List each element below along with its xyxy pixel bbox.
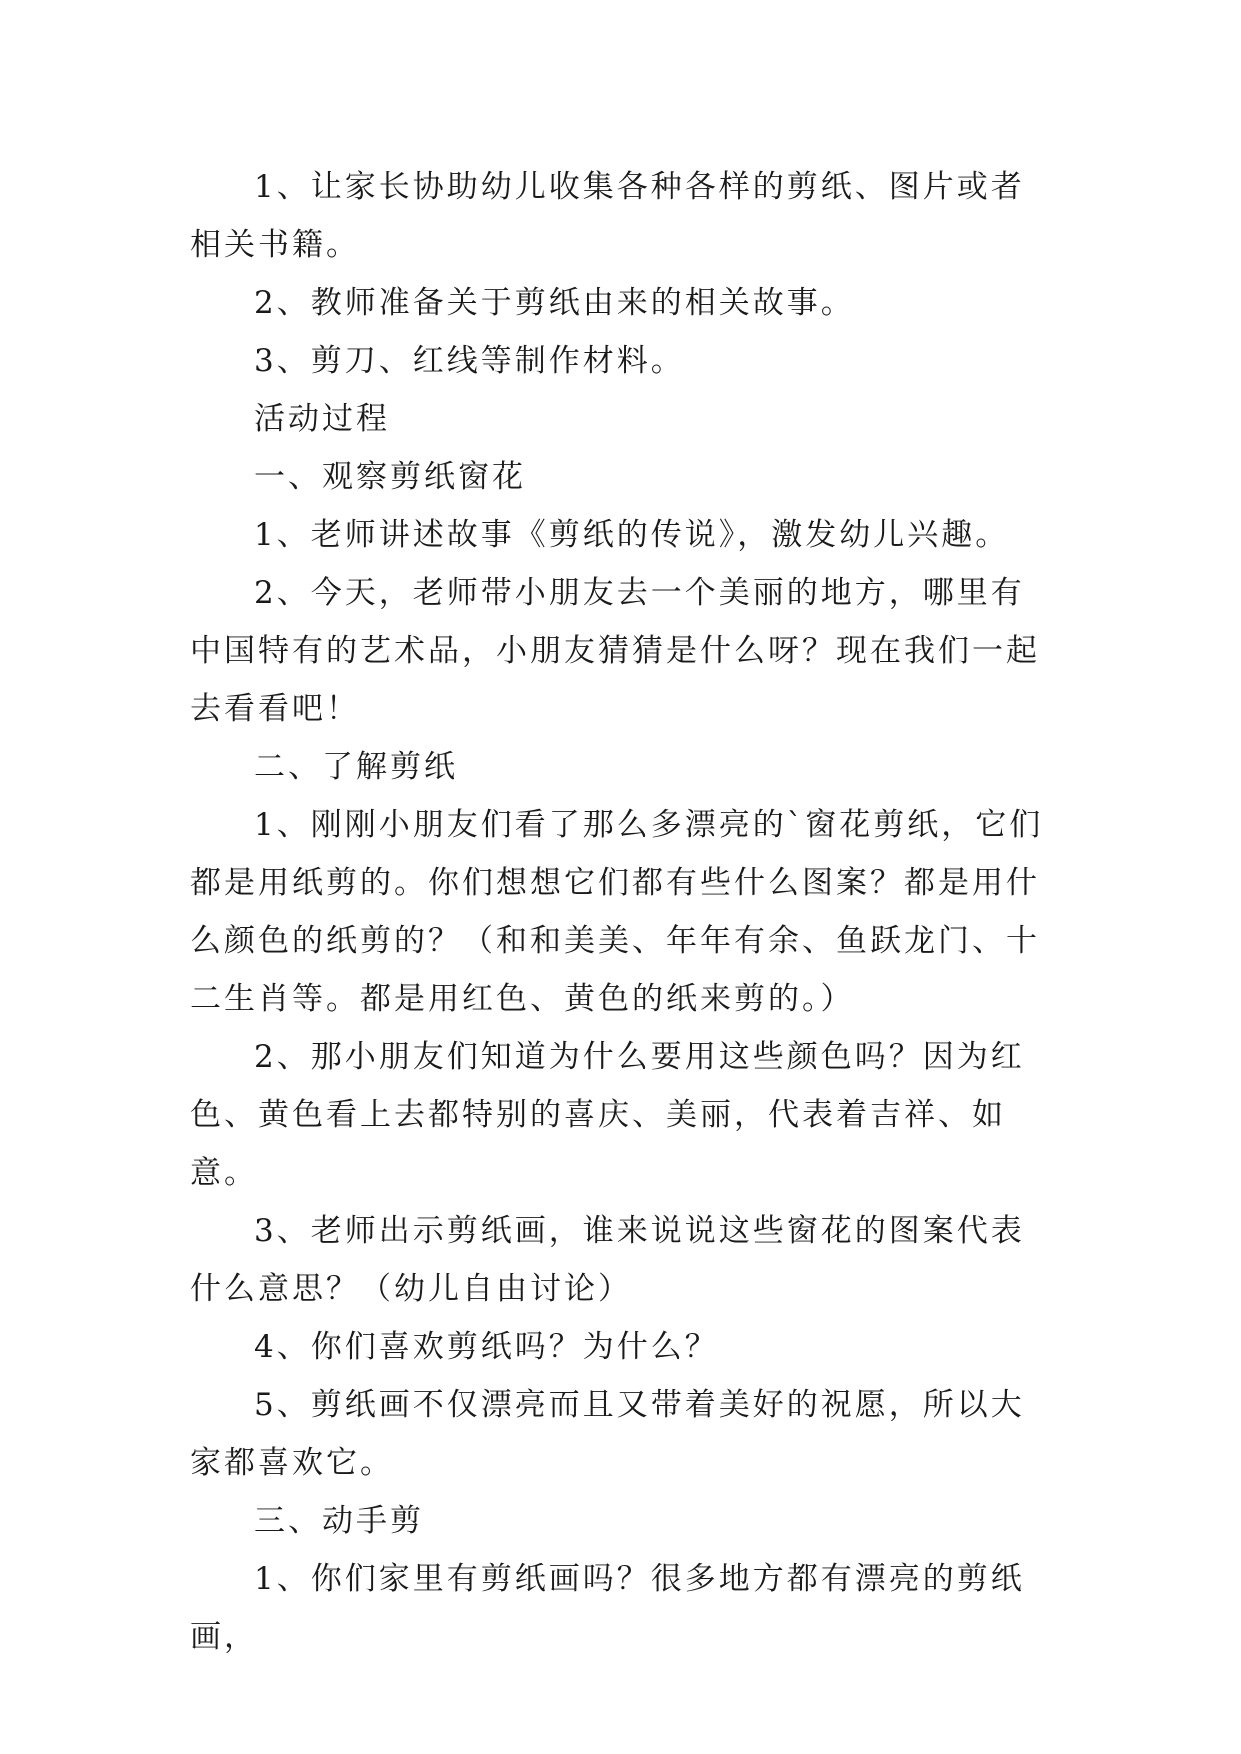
paragraph-materials-2: 2、教师准备关于剪纸由来的相关故事。 [254,285,855,321]
paragraph-understand-1: 1、刚刚小朋友们看了那么多漂亮的`窗花剪纸，它们都是用纸剪的。你们想想它们都有些什么图案？都是用什么颜色的纸剪的？（和和美美、年年有余、鱼跃龙门、十二生肖等。都是用红色、黄色的纸来剪的。） [190,807,1044,1017]
section-heading-understand: 二、了解剪纸 [254,749,458,785]
section-heading-activity-process: 活动过程 [254,401,390,437]
paragraph-understand-3: 3、老师出示剪纸画，谁来说说这些窗花的图案代表什么意思？（幼儿自由讨论） [190,1213,1025,1307]
paragraph-observe-1: 1、老师讲述故事《剪纸的传说》，激发幼儿兴趣。 [254,517,1010,553]
paragraph-understand-5: 5、剪纸画不仅漂亮而且又带着美好的祝愿，所以大家都喜欢它。 [190,1387,1025,1481]
section-heading-observe: 一、观察剪纸窗花 [254,459,526,495]
paragraph-hands-on-1: 1、你们家里有剪纸画吗？很多地方都有漂亮的剪纸画， [190,1561,1025,1655]
paragraph-observe-2: 2、今天，老师带小朋友去一个美丽的地方，哪里有中国特有的艺术品，小朋友猜猜是什么呀？现在我们一起去看看吧！ [190,575,1040,727]
paragraph-materials-1: 1、让家长协助幼儿收集各种各样的剪纸、图片或者相关书籍。 [190,169,1025,263]
paragraph-understand-4: 4、你们喜欢剪纸吗？为什么？ [254,1329,719,1365]
paragraph-understand-2: 2、那小朋友们知道为什么要用这些颜色吗？因为红色、黄色看上去都特别的喜庆、美丽，代表着吉祥、如意。 [190,1039,1025,1191]
section-heading-hands-on: 三、动手剪 [254,1503,424,1539]
paragraph-materials-3: 3、剪刀、红线等制作材料。 [254,343,685,379]
document-body [190,158,1050,1666]
